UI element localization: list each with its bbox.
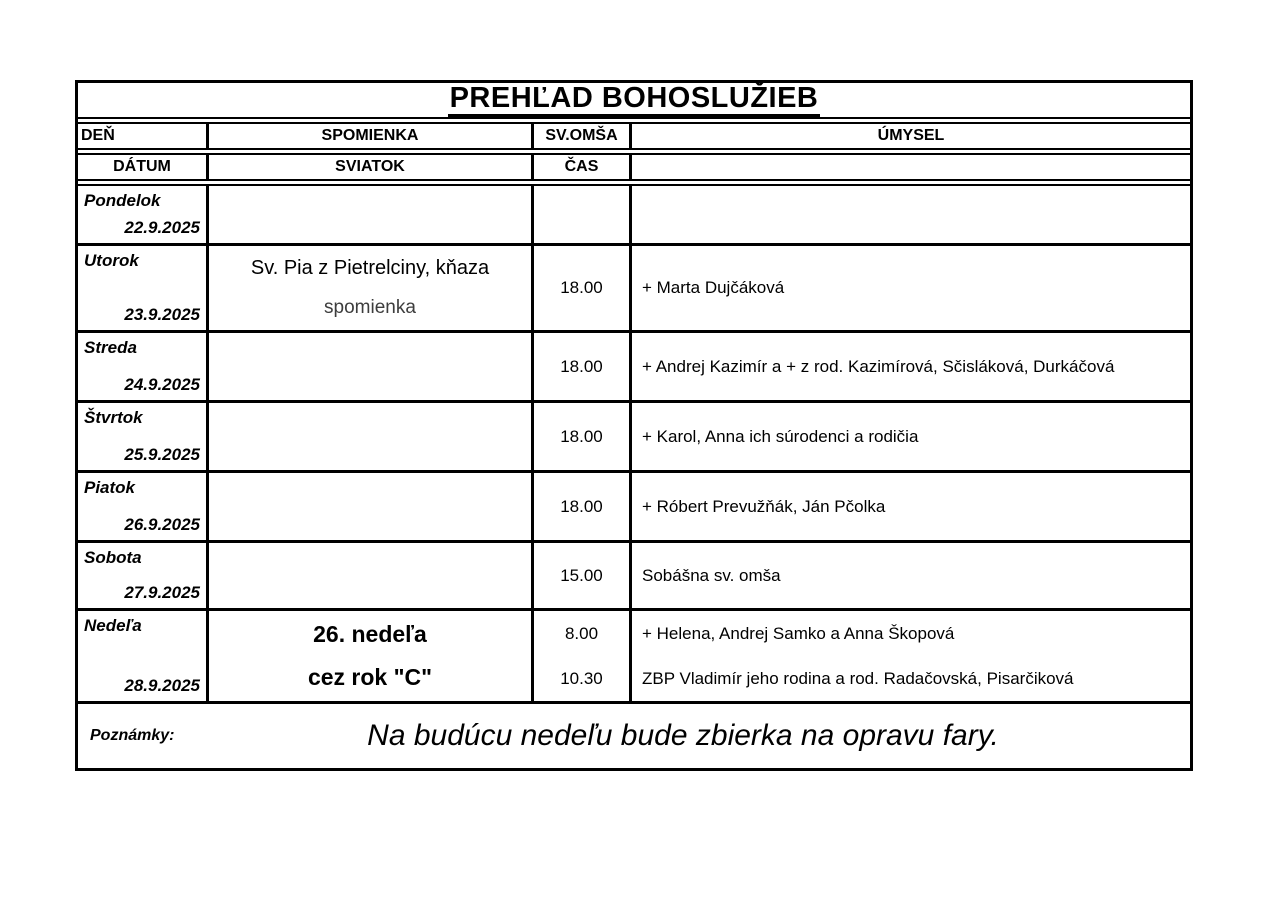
schedule-row-streda	[78, 333, 1190, 403]
feast-subtitle: spomienka	[324, 297, 416, 319]
time-cell	[531, 473, 629, 540]
intention-cell	[629, 543, 1190, 608]
header-den: DEŇ	[81, 127, 115, 144]
header-row-1	[78, 122, 1190, 150]
mass-time: 18.00	[560, 496, 603, 516]
schedule-row-nedela	[78, 611, 1190, 704]
header-row-2	[78, 153, 1190, 181]
schedule-row-utorok	[78, 246, 1190, 333]
day-date-cell	[78, 186, 206, 243]
day-date: 26.9.2025	[124, 515, 200, 534]
mass-time: 18.00	[560, 356, 603, 376]
time-cell	[531, 186, 629, 243]
time-cell	[531, 403, 629, 470]
day-date-cell	[78, 246, 206, 330]
schedule-row-sobota	[78, 543, 1190, 611]
intention-cell	[629, 473, 1190, 540]
intention-cell	[629, 403, 1190, 470]
day-name: Nedeľa	[84, 616, 142, 635]
day-name: Pondelok	[84, 191, 161, 210]
day-date: 27.9.2025	[124, 583, 200, 602]
intention-cell	[629, 611, 1190, 701]
notes-label: Poznámky:	[90, 727, 175, 744]
schedule-row-stvrtok	[78, 403, 1190, 473]
schedule-row-piatok	[78, 473, 1190, 543]
mass-time: 8.00	[564, 623, 599, 643]
header-cas: ČAS	[531, 155, 629, 179]
feast-cell	[206, 246, 531, 330]
feast-cell	[206, 333, 531, 400]
day-name: Štvrtok	[84, 408, 143, 427]
feast-title: Sv. Pia z Pietrelciny, kňaza	[250, 256, 490, 279]
day-name: Sobota	[84, 548, 142, 567]
day-date-cell	[78, 403, 206, 470]
intention-cell	[629, 186, 1190, 243]
feast-cell	[206, 186, 531, 243]
time-cell	[531, 543, 629, 608]
notes-text: Na budúcu nedeľu bude zbierka na opravu fary.	[367, 719, 999, 752]
time-cell	[531, 246, 629, 330]
notes-row	[78, 704, 1190, 768]
mass-time: 18.00	[560, 278, 603, 297]
mass-time: 10.30	[560, 668, 603, 688]
header-empty-cell	[629, 155, 1190, 179]
day-date: 25.9.2025	[124, 445, 200, 464]
mass-time: 18.00	[560, 426, 603, 446]
title-row	[78, 83, 1190, 119]
intention-cell	[629, 333, 1190, 400]
intention-text: + Marta Dujčáková	[642, 278, 785, 297]
day-date: 24.9.2025	[124, 375, 200, 394]
day-date: 22.9.2025	[124, 218, 200, 237]
feast-cell	[206, 403, 531, 470]
intention-text: + Karol, Anna ich súrodenci a rodičia	[642, 426, 919, 446]
day-date-cell	[78, 333, 206, 400]
feast-cell	[206, 543, 531, 608]
intention-cell	[629, 246, 1190, 330]
feast-subtitle: cez rok "C"	[307, 664, 433, 690]
header-sviatok: SVIATOK	[206, 155, 531, 179]
day-name: Piatok	[84, 478, 136, 497]
header-sv-omsa: SV.OMŠA	[531, 124, 629, 148]
day-date: 28.9.2025	[124, 676, 200, 695]
intention-text: + Helena, Andrej Samko a Anna Škopová	[642, 623, 955, 643]
time-cell	[531, 333, 629, 400]
page-title: PREHĽAD BOHOSLUŽIEB	[448, 83, 821, 117]
time-cell	[531, 611, 629, 701]
day-date: 23.9.2025	[124, 305, 200, 324]
header-umysel: ÚMYSEL	[629, 124, 1190, 148]
intention-text: + Róbert Prevužňák, Ján Pčolka	[642, 496, 886, 516]
intention-text: + Andrej Kazimír a + z rod. Kazimírová, Sčisláková, Durkáčová	[642, 356, 1115, 376]
mass-time: 15.00	[560, 565, 603, 585]
day-date-cell	[78, 611, 206, 701]
feast-cell	[206, 611, 531, 701]
day-date-cell	[78, 473, 206, 540]
header-spomienka: SPOMIENKA	[206, 124, 531, 148]
intention-text: Sobášna sv. omša	[642, 565, 781, 585]
mass-schedule-table	[75, 80, 1193, 771]
day-date-cell	[78, 543, 206, 608]
intention-text: ZBP Vladimír jeho rodina a rod. Radačovská, Pisarčiková	[642, 668, 1074, 688]
feast-cell	[206, 473, 531, 540]
schedule-row-pondelok	[78, 184, 1190, 246]
day-name: Utorok	[84, 251, 139, 270]
day-name: Streda	[84, 338, 137, 357]
header-datum: DÁTUM	[113, 158, 171, 175]
feast-title: 26. nedeľa	[313, 621, 427, 647]
